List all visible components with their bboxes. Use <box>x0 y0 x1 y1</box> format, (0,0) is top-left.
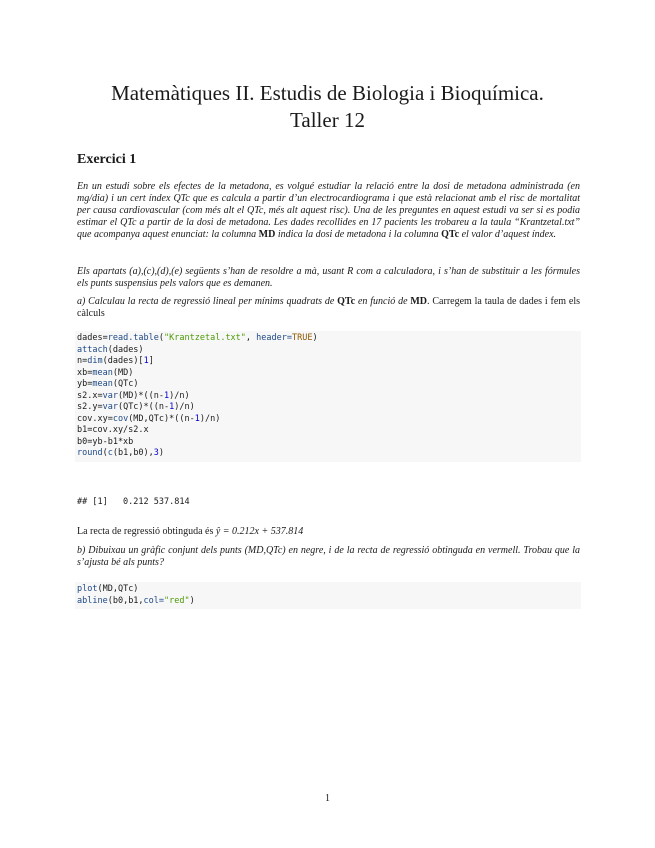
regression-equation: ŷ = 0.212x + 537.814 <box>215 526 304 537</box>
instructions-paragraph: Els apartats (a),(c),(d),(e) següents s’han de resoldre a mà, usant R com a calculadora, i s’han de substituir a les fórmules els punts suspensius pels valors que es demanen. <box>77 266 580 289</box>
code-line: xb=mean(MD) <box>77 367 134 378</box>
result-paragraph: La recta de regressió obtinguda és ŷ = 0.212x + 537.814 <box>77 526 304 537</box>
code-line: dades=read.table("Krantzetal.txt", header=TRUE) <box>77 333 318 343</box>
document-title <box>0 80 655 134</box>
section-heading: Exercici 1 <box>77 152 137 167</box>
part-a-paragraph: a) Calculau la recta de regressió lineal per mínims quadrats de QTc en funció de MD. Carregem la taula de dades i fem els càlculs <box>77 296 580 319</box>
code-line: b0=yb-b1*xb <box>77 436 134 447</box>
title-line-1: Matemàtiques II. Estudis de Biologia i Bioquímica. <box>111 81 544 105</box>
code-output: ## [1] 0.212 537.814 <box>77 497 190 507</box>
code-line: attach(dades) <box>77 344 144 355</box>
code-block-1 <box>75 331 581 462</box>
part-b-paragraph: b) Dibuixau un gràfic conjunt dels punts (MD,QTc) en negre, i de la recta de regressió obtinguda en vermell. Trobau que la s’ajusta bé als punts? <box>77 545 580 568</box>
page-number: 1 <box>325 793 330 804</box>
code-line: s2.y=var(QTc)*((n-1)/n) <box>77 402 195 412</box>
intro-paragraph: En un estudi sobre els efectes de la metadona, es volgué estudiar la relació entre la dosi de metadona administrada (en mg/dia) i un cert índex QTc que es calcula a partir d’un electrocardiograma i que està relacionat amb el risc de mortalitat per causa cardiovascular (com més alt el QTc, més alt aquest risc). Una de les preguntes en aquest estudi va ser si es podia estimar el QTc a partir de la dosi de metadona. Les dades recollides en 17 pacients les trobareu a la taula “Krantzetal.txt” que acompanya aquest enunciat: la columna MD indica la dosi de metadona i la columna QTc el valor d’aquest índex. <box>77 181 580 240</box>
title-line-2: Taller 12 <box>290 108 365 132</box>
code-line: abline(b0,b1,col="red") <box>77 595 195 606</box>
code-line: n=dim(dades)[1] <box>77 356 154 366</box>
code-line: cov.xy=cov(MD,QTc)*((n-1)/n) <box>77 413 221 424</box>
code-line: s2.x=var(MD)*((n-1)/n) <box>77 390 190 401</box>
code-line: b1=cov.xy/s2.x <box>77 425 149 435</box>
code-line: plot(MD,QTc) <box>77 584 139 594</box>
code-block-2 <box>75 582 581 609</box>
code-line: round(c(b1,b0),3) <box>77 448 165 458</box>
code-line: yb=mean(QTc) <box>77 379 139 389</box>
